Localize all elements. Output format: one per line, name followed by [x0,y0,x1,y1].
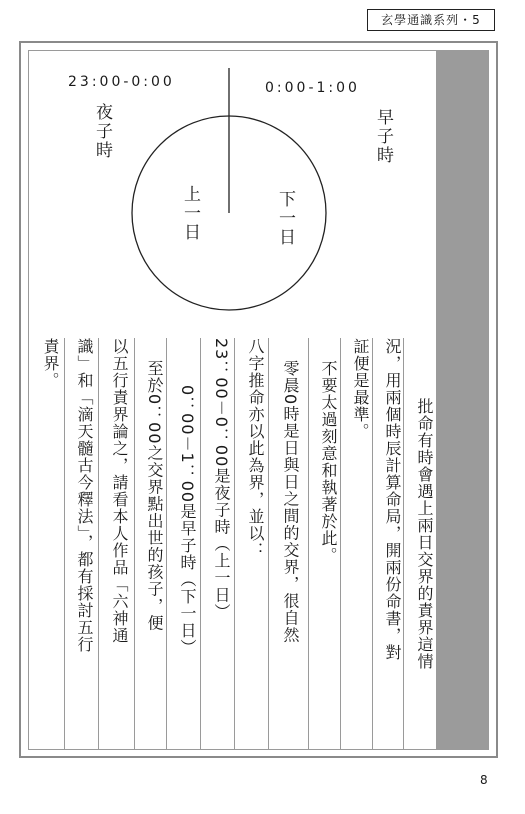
text-column-6: 八字推命亦以此為界，並以： [246,338,265,559]
text-column-4: 不要太過刻意和執著於此。 [319,360,338,564]
column-divider [372,338,373,750]
text-column-2: 況，用兩個時辰計算命局，開兩份命書，對 [383,338,402,661]
column-divider [64,338,65,750]
text-column-1: 批命有時會遇上兩日交界的責界這情 [415,398,434,670]
late-zi-label: 夜子時 [92,103,112,160]
text-column-10: 以五行責界論之，請看本人作品「六神通 [110,338,129,644]
text-column-9: 至於0：00之交界點出世的孩子，便 [145,360,164,632]
text-column-5: 零晨0時是日與日之間的交界，很自然 [281,360,300,644]
early-zi-label: 早子時 [373,108,393,165]
text-column-8: 0：00－1：00是早子時（下一日） [178,385,197,657]
series-header: 玄學通識系列・5 [367,9,495,31]
text-column-12: 責界。 [41,338,60,389]
early-zi-time-label: 0:00-1:00 [265,80,360,96]
column-divider [200,338,201,750]
column-divider [308,338,309,750]
column-divider [166,338,167,750]
column-divider [98,338,99,750]
text-column-7: 23：00－0：00是夜子時（上一日） [212,338,231,621]
page-number: 8 [480,773,488,787]
text-column-3: 証便是最準。 [351,338,370,440]
previous-day-label: 上一日 [180,185,200,242]
column-divider [268,338,269,750]
column-divider [134,338,135,750]
column-divider [340,338,341,750]
late-zi-time-label: 23:00-0:00 [68,74,175,90]
text-column-11: 識」和「滴天髓古今釋法」，都有採討五行 [75,338,94,653]
column-divider [234,338,235,750]
next-day-label: 下一日 [275,190,295,247]
